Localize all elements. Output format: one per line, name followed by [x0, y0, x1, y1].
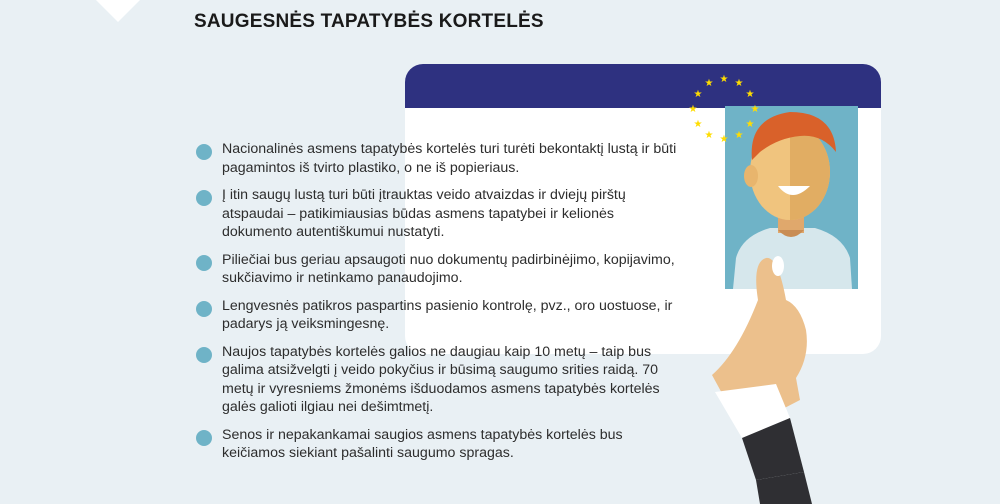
- page-title: SAUGESNĖS TAPATYBĖS KORTELĖS: [194, 11, 544, 32]
- hand-icon: [712, 256, 812, 504]
- bullet-dot-icon: [196, 190, 212, 206]
- svg-text:★: ★: [693, 119, 703, 130]
- list-item: [196, 251, 686, 288]
- bullet-dot-icon: [196, 144, 212, 160]
- bullet-dot-icon: [196, 347, 212, 363]
- bullet-dot-icon: [196, 301, 212, 317]
- list-item: [196, 186, 686, 242]
- svg-text:★: ★: [719, 74, 729, 85]
- list-item: [196, 426, 686, 463]
- list-item: [196, 297, 686, 334]
- bullet-text: Senos ir nepakankamai saugios asmens tapatybės kortelės bus keičiamos siekiant pašalinti saugumo spragas.: [222, 426, 623, 461]
- bullet-text: Lengvesnės patikros paspartins pasienio kontrolę, pvz., oro uostuose, ir padarys ją veiksmingesnę.: [222, 297, 673, 332]
- bullet-text: Piliečiai bus geriau apsaugoti nuo dokumentų padirbinėjimo, kopijavimo, sukčiavimo ir netinkamo panaudojimo.: [222, 251, 675, 286]
- svg-text:★: ★: [693, 89, 703, 100]
- bullet-dot-icon: [196, 255, 212, 271]
- bullet-list: [196, 140, 686, 472]
- svg-text:★: ★: [688, 104, 698, 115]
- svg-text:★: ★: [745, 119, 755, 130]
- svg-text:★: ★: [745, 89, 755, 100]
- bullet-dot-icon: [196, 430, 212, 446]
- svg-text:★: ★: [750, 104, 760, 115]
- list-item: [196, 140, 686, 177]
- svg-text:★: ★: [719, 134, 729, 145]
- svg-text:★: ★: [704, 78, 714, 89]
- svg-text:★: ★: [704, 130, 714, 141]
- svg-text:★: ★: [734, 130, 744, 141]
- svg-text:★: ★: [734, 78, 744, 89]
- bullet-text: Nacionalinės asmens tapatybės kortelės turi turėti bekontaktį lustą ir būti pagamintos iš tvirto plastiko, o ne iš popieriaus.: [222, 141, 677, 176]
- list-item: [196, 343, 686, 417]
- bullet-text: Naujos tapatybės kortelės galios ne daugiau kaip 10 metų – taip bus galima atsižvelgti į veido pokyčius ir būsimą saugumo srities raidą. 70 metų ir vyresniems žmonėms išduodamos asmens tapatybės kortelės galės galioti ilgiau nei dešimtmetį.: [222, 343, 660, 415]
- bullet-text: Į itin saugų lustą turi būti įtrauktas veido atvaizdas ir dviejų pirštų atspaudai – patikimiausias būdas asmens tapatybei ir kelionės dokumento autentiškumui nustatyti.: [222, 187, 626, 240]
